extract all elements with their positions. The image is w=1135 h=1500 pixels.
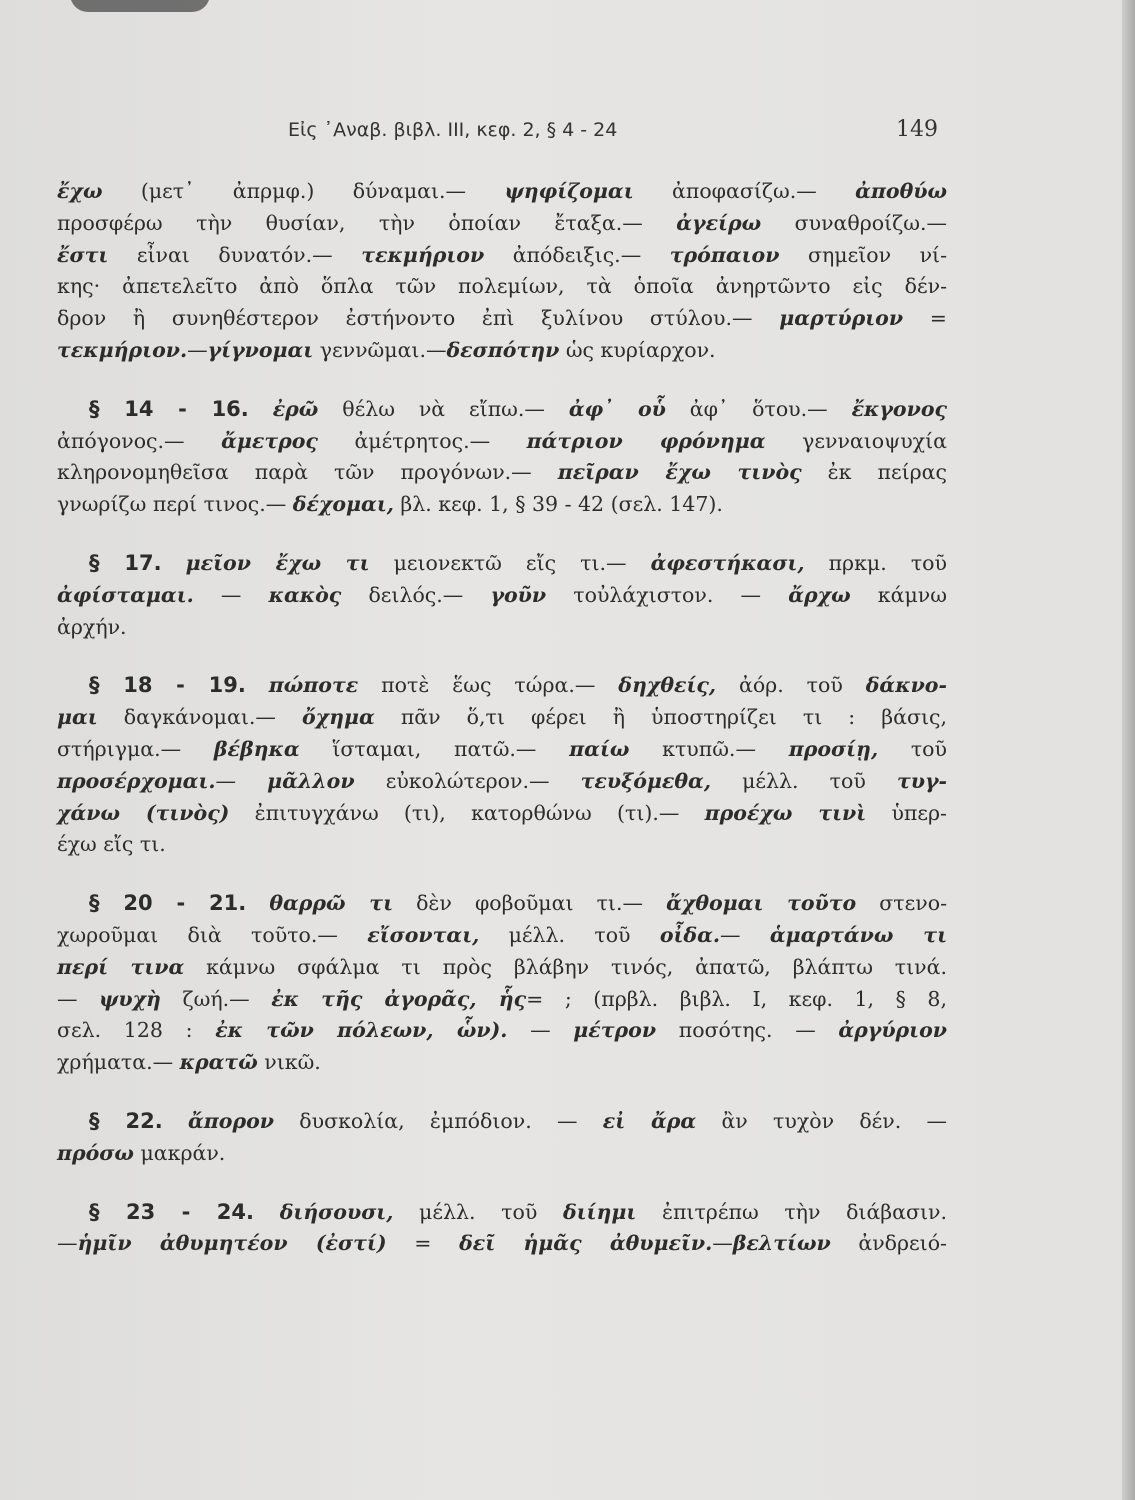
gloss-text: =	[903, 306, 947, 331]
headword: δεῖ ἡμᾶς ἀθυμεῖν.	[459, 1231, 713, 1256]
text-line	[57, 612, 947, 644]
gloss-text: τοῦ	[878, 736, 947, 761]
text-line	[57, 271, 947, 303]
text-line	[57, 734, 947, 766]
gloss-text: —	[507, 1018, 574, 1043]
headword: τεκμήριον	[361, 242, 485, 267]
gloss-text: πρκμ. τοῦ	[804, 550, 947, 575]
book-spine-shadow	[1122, 0, 1135, 1500]
text-line	[57, 984, 947, 1016]
gloss-text: δαγκάνομαι.—	[97, 705, 302, 730]
gloss-text: προσφέρω τὴν θυσίαν, τὴν ὁποίαν ἔταξα.—	[57, 210, 677, 235]
headword: δάκνο-	[865, 673, 947, 698]
headword: διήσουσι,	[279, 1199, 394, 1224]
text-line	[57, 457, 947, 489]
gloss-text: κης· ἀπετελεῖτο ἀπὸ ὅπλα τῶν πολεμίων, τὰ ὁποῖα ἀνηρτῶντο εἰς δέν-	[57, 274, 947, 299]
gloss-text: χρήματα.—	[57, 1050, 180, 1075]
headword: χάνω (τινὸς)	[57, 800, 230, 825]
gloss-text: —	[712, 1231, 733, 1256]
gloss-text: —	[720, 922, 770, 947]
gloss-text: = ; (πρβλ. βιβλ. I, κεφ. 1, § 8,	[526, 986, 947, 1011]
text-line	[57, 1047, 947, 1079]
gloss-text: βλ. κεφ. 1, § 39 - 42 (σελ. 147).	[393, 492, 723, 517]
headword: ψηφίζομαι	[504, 179, 634, 203]
text-line	[57, 766, 947, 798]
headword: μᾶλλον	[267, 768, 355, 793]
text-line	[57, 426, 947, 458]
paragraph	[57, 394, 947, 521]
text-line	[57, 1138, 947, 1170]
gloss-text: δυσκολία, ἐμπόδιον. —	[274, 1108, 603, 1133]
headword: εἴσονται,	[367, 922, 480, 947]
gloss-text: ἀφ᾿ ὅτου.—	[665, 396, 852, 421]
gloss-text: ποσότης. —	[656, 1018, 839, 1043]
headword: δέχομαι,	[292, 492, 394, 517]
headword: ἄρχω	[788, 582, 851, 607]
headword: κρατῶ	[179, 1050, 258, 1075]
gloss-text: εἶναι δυνατόν.—	[108, 242, 362, 267]
gloss-text	[163, 1109, 188, 1133]
section-ref: § 14 - 16.	[89, 396, 249, 421]
text-line	[57, 829, 947, 861]
headword: ἄπορον	[188, 1108, 275, 1133]
paragraph	[57, 888, 947, 1079]
gloss-text	[254, 1200, 280, 1224]
gloss-text: ἐκ πείρας	[801, 460, 947, 485]
headword: μαρτύριον	[779, 306, 904, 331]
text-line	[57, 580, 947, 612]
headword: προέχω τινὶ	[704, 800, 867, 825]
gloss-text: γενναιοψυχία	[765, 428, 947, 453]
gloss-text	[162, 551, 186, 575]
gloss-text	[246, 673, 269, 697]
gloss-text: —	[215, 768, 268, 793]
headword: ἀγείρω	[676, 210, 762, 235]
headword: οἶδα.	[659, 922, 721, 947]
gloss-text: ὡς κυρίαρχον.	[559, 337, 716, 362]
headword: ἄμετρος	[221, 428, 318, 453]
text-line	[57, 920, 947, 952]
gloss-text: ἀπόγονος.—	[57, 428, 222, 453]
section-ref: § 18 - 19.	[89, 673, 246, 698]
headword: μεῖον ἔχω τι	[185, 550, 370, 575]
gloss-text	[246, 891, 269, 915]
headword: παίω	[569, 736, 630, 761]
gloss-text: =	[386, 1231, 460, 1256]
commentary-text	[57, 176, 947, 1287]
text-line	[57, 303, 947, 335]
headword: ἀποθύω	[855, 179, 947, 203]
gloss-text: μειονεκτῶ εἴς τι.—	[369, 550, 651, 575]
gloss-text: ἀρχήν.	[57, 614, 127, 639]
gloss-text: δειλός.—	[341, 582, 491, 607]
gloss-text: γεννῶμαι.—	[313, 337, 447, 362]
headword: ἡμῖν ἀθυμητέον (ἐστί)	[77, 1231, 387, 1256]
headword: βελτίων	[732, 1231, 831, 1256]
headword: τεκμήριον.	[57, 337, 188, 362]
headword: ἐκ τῆς ἀγορᾶς, ἧς	[271, 986, 527, 1011]
headword: ψυχὴ	[99, 986, 161, 1011]
paragraph	[57, 1106, 947, 1170]
paragraph	[57, 176, 947, 367]
headword: ἐκ τῶν πόλεων, ὧν).	[215, 1018, 508, 1043]
gloss-text: ζωή.—	[160, 986, 272, 1011]
gloss-text: τοὐλάχιστον. —	[546, 582, 789, 607]
text-line	[57, 548, 947, 580]
headword: τυγ-	[896, 768, 947, 793]
gloss-text: κληρονομηθεῖσα παρὰ τῶν προγόνων.—	[57, 460, 558, 485]
text-line	[57, 952, 947, 984]
headword: ἔστι	[57, 242, 109, 267]
gloss-text: ἂν τυχὸν δέν. —	[696, 1108, 948, 1133]
gloss-text: (μετ᾿ ἀπρμφ.) δύναμαι.—	[102, 179, 505, 203]
headword: τευξόμεθα,	[580, 768, 711, 793]
text-line	[57, 1197, 947, 1229]
gloss-text: —	[57, 1231, 78, 1256]
headword: ἁμαρτάνω τι	[769, 922, 947, 947]
text-line	[57, 702, 947, 734]
gloss-text: ἀνδρειό-	[830, 1231, 947, 1256]
gloss-text: πᾶν ὅ,τι φέρει ἢ ὑποστηρίζει τι : βάσις,	[374, 705, 947, 730]
gloss-text: γνωρίζω περί τινος.—	[57, 492, 293, 517]
gloss-text: μακράν.	[133, 1140, 226, 1165]
headword: ἄχθομαι τοῦτο	[666, 891, 857, 916]
headword: θαρρῶ τι	[269, 891, 393, 916]
headword: εἰ ἄρα	[602, 1108, 697, 1133]
gloss-text: δρον ἢ συνηθέστερον ἐστήνοντο ἐπὶ ξυλίνου στύλου.—	[57, 306, 780, 331]
headword: περί τινα	[57, 954, 185, 979]
gloss-text: ἵσταμαι, πατῶ.—	[299, 736, 570, 761]
gloss-text: θέλω νὰ εἴπω.—	[318, 396, 569, 421]
section-ref: § 23 - 24.	[89, 1199, 255, 1224]
gloss-text: συναθροίζω.—	[761, 210, 947, 235]
gloss-text: στενο-	[856, 891, 947, 916]
text-line	[57, 1015, 947, 1047]
gloss-text: εὐκολώτερον.—	[354, 768, 581, 793]
headword: δεσπότην	[446, 337, 560, 362]
paragraph	[57, 548, 947, 643]
headword: προσέρχομαι.	[57, 768, 216, 793]
headword: κακὸς	[268, 582, 342, 607]
page-number: 149	[896, 117, 938, 142]
gloss-text: σημεῖον νί-	[779, 242, 947, 267]
headword: γοῦν	[490, 582, 547, 607]
headword: ἔκγονος	[851, 396, 947, 421]
text-line	[57, 394, 947, 426]
gloss-text: ἀποφασίζω.—	[633, 179, 856, 203]
text-line	[57, 335, 947, 367]
paragraph	[57, 670, 947, 861]
text-line	[57, 1106, 947, 1138]
text-line	[57, 208, 947, 240]
headword: γίγνομαι	[207, 337, 314, 362]
gloss-text: ποτὲ ἕως τώρα.—	[358, 673, 619, 698]
gloss-text: μέλλ. τοῦ	[393, 1199, 563, 1224]
text-line	[57, 888, 947, 920]
gloss-text: έχω εἴς τι.	[57, 832, 166, 857]
headword: προσίῃ,	[788, 736, 879, 761]
gloss-text: —	[187, 337, 208, 362]
gloss-text: μέλλ. τοῦ	[479, 922, 660, 947]
gloss-text: ἐπιτυγχάνω (τι), κατορθώνω (τι).—	[229, 800, 705, 825]
gloss-text: κάμνω σφάλμα τι πρὸς βλάβην τινός, ἀπατῶ, βλάπτω τινά.	[184, 954, 947, 979]
headword: ἀφ᾿ οὗ	[568, 396, 666, 421]
gloss-text: μέλλ. τοῦ	[710, 768, 897, 793]
gloss-text: ἐπιτρέπω τὴν διάβασιν.	[636, 1199, 948, 1224]
headword: ἔχω	[57, 179, 103, 203]
headword: πάτριον φρόνημα	[526, 428, 766, 453]
section-ref: § 17.	[89, 550, 162, 575]
headword: τρόπαιον	[669, 242, 780, 267]
headword: διίημι	[562, 1199, 637, 1224]
gloss-text: κτυπῶ.—	[629, 736, 789, 761]
text-line	[57, 176, 947, 208]
headword: μαι	[57, 705, 98, 730]
gloss-text: —	[193, 582, 269, 607]
headword: ἀργύριον	[838, 1018, 947, 1043]
headword: ἐρῶ	[272, 396, 319, 421]
text-line	[57, 798, 947, 830]
paragraph	[57, 1197, 947, 1261]
headword: πρόσω	[57, 1140, 134, 1165]
gloss-text: —	[57, 986, 100, 1011]
section-ref: § 20 - 21.	[89, 891, 247, 916]
running-title: Εἰς ᾿Αναβ. βιβλ. III, κεφ. 2, § 4 - 24	[288, 119, 618, 141]
gloss-text: ὑπερ-	[866, 800, 947, 825]
gloss-text: σελ. 128 :	[57, 1018, 216, 1043]
headword: δηχθείς,	[618, 673, 717, 698]
headword: ἀφίσταμαι.	[57, 582, 194, 607]
gloss-text: χωροῦμαι διὰ τοῦτο.—	[57, 922, 368, 947]
gloss-text: νικῶ.	[257, 1050, 321, 1075]
headword: πεῖραν ἔχω τινὸς	[557, 460, 802, 485]
headword: ὄχημα	[301, 705, 375, 730]
gloss-text	[249, 397, 273, 421]
gloss-text: δὲν φοβοῦμαι τι.—	[393, 891, 667, 916]
headword: πώποτε	[268, 673, 359, 698]
text-line	[57, 670, 947, 702]
text-line	[57, 1228, 947, 1260]
section-ref: § 22.	[89, 1108, 163, 1133]
text-line	[57, 489, 947, 521]
gloss-text: ἀόρ. τοῦ	[716, 673, 866, 698]
headword: μέτρον	[573, 1018, 657, 1043]
text-line	[57, 240, 947, 272]
gloss-text: ἀμέτρητος.—	[317, 428, 527, 453]
headword: ἀφεστήκασι,	[650, 550, 805, 575]
gloss-text: κάμνω	[850, 582, 947, 607]
running-header	[288, 117, 938, 147]
page-smudge	[70, 0, 210, 12]
headword: βέβηκα	[213, 736, 300, 761]
gloss-text: ἀπόδειξις.—	[484, 242, 670, 267]
gloss-text: στήριγμα.—	[57, 736, 214, 761]
